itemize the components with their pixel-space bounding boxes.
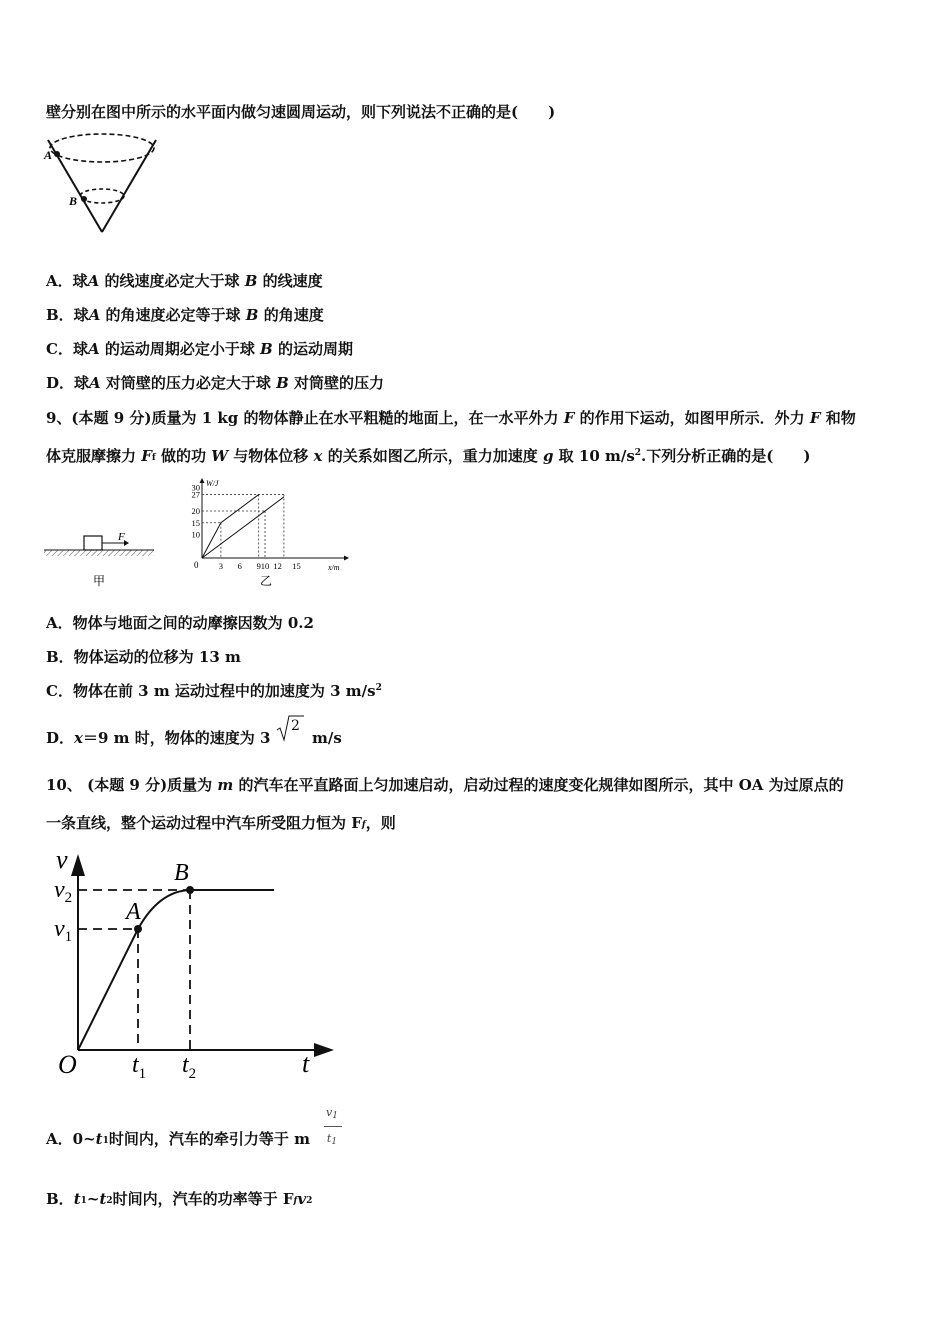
label-ball-b: B <box>69 194 78 208</box>
q9-option-c: C．物体在前 3 m 运动过程中的加速度为 3 $m/s^2$ <box>46 682 382 700</box>
y-tick-label: 20 <box>191 506 200 516</box>
label-ball-a: A <box>44 148 53 162</box>
y-tick-label: 10 <box>191 529 200 540</box>
q8-option-b: B．球A 的角速度必定等于球 B 的角速度 <box>46 306 324 324</box>
t2-label: $t_2$ <box>182 1052 197 1082</box>
q9-option-a: A．物体与地面之间的动摩擦因数为 0.2 <box>46 614 314 632</box>
ground <box>44 550 154 556</box>
v-t-graph <box>44 842 344 1086</box>
series-W_F <box>202 495 259 558</box>
point-b <box>186 886 194 894</box>
cone-figure <box>40 128 170 238</box>
q9-stem-line1: 9、(本题 9 分)质量为 1 kg 的物体静止在水平粗糙的地面上，在一水平外力 F 的作用下运动，如图甲所示．外力 F 和物 <box>46 409 856 427</box>
x-tick-label: 3 <box>218 561 224 571</box>
block <box>84 536 102 550</box>
fraction-numerator: $v_1$ <box>326 1106 338 1121</box>
q10-option-b: B．$t_1\sim t_2$时间内，汽车的功率等于 $F_fv_2$ <box>46 1190 313 1208</box>
x-tick-label: 9 <box>256 561 261 571</box>
fraction-denominator: $t_1$ <box>326 1132 338 1147</box>
figure-jia <box>40 528 160 592</box>
x-tick-label: 10 <box>260 561 270 571</box>
v2-label: $v_2$ <box>54 877 73 906</box>
velocity-curve <box>78 890 274 1050</box>
x-tick-label: 15 <box>292 561 301 571</box>
t-axis-label: t <box>302 1049 310 1078</box>
force-label: F <box>118 531 125 543</box>
x-axis-label: x/m <box>328 563 340 572</box>
y-tick-label: 30 <box>191 482 200 493</box>
q10-option-a: A．$0\sim t_1$时间内，汽车的牵引力等于 m <box>46 1130 310 1148</box>
origin-o: O <box>58 1050 77 1079</box>
ball-b <box>81 196 87 202</box>
q8-option-a: A．球A 的线速度必定大于球 B 的线速度 <box>46 272 323 290</box>
q9-stem-line2: 体克服摩擦力 $F_f$ 做的功 W 与物体位移 x 的关系如图乙所示，重力加速度 g 取 10 $m/s^2$.下列分析正确的是( ) <box>46 447 811 465</box>
fraction-bar <box>324 1126 342 1127</box>
figure-yi-caption: 乙 <box>260 574 273 588</box>
label-a: A <box>126 899 141 925</box>
label-b: B <box>174 860 189 886</box>
t1-label: $t_1$ <box>132 1052 147 1082</box>
question-8-stem: 壁分别在图中所示的水平面内做匀速圆周运动，则下列说法不正确的是( ) <box>46 103 556 121</box>
sqrt-radicand: 2 <box>291 718 300 734</box>
y-axis-label: W/J <box>206 479 219 488</box>
figure-yi-chart <box>180 474 355 592</box>
q8-option-c: C．球A 的运动周期必定小于球 B 的运动周期 <box>46 340 353 358</box>
y-tick-label: 15 <box>191 517 200 528</box>
x-tick-label: 6 <box>237 561 242 571</box>
q9-option-d: D．x＝9 m 时，物体的速度为 3 <box>46 729 271 747</box>
q9-option-b: B．物体运动的位移为 13 m <box>46 648 241 666</box>
ball-a <box>54 151 60 157</box>
q10-stem-line2: 一条直线，整个运动过程中汽车所受阻力恒为 $F_f$，则 <box>46 814 396 832</box>
q8-option-d: D．球A 对筒壁的压力必定大于球 B 对筒壁的压力 <box>46 374 385 392</box>
v1-label: $v_1$ <box>54 916 73 945</box>
x-tick-label: 12 <box>273 561 282 571</box>
figure-jia-caption: 甲 <box>93 574 106 588</box>
q10-stem-line1: 10、 (本题 9 分)质量为 m 的汽车在平直路面上匀加速启动，启动过程的速度变化规律如图所示，其中 OA 为过原点的 <box>46 776 844 794</box>
y-tick-label: 27 <box>191 489 200 500</box>
point-a <box>134 925 142 933</box>
v-axis-label: v <box>56 845 68 874</box>
origin-label: 0 <box>194 560 199 570</box>
q9-option-d-unit: m/s <box>312 729 342 747</box>
